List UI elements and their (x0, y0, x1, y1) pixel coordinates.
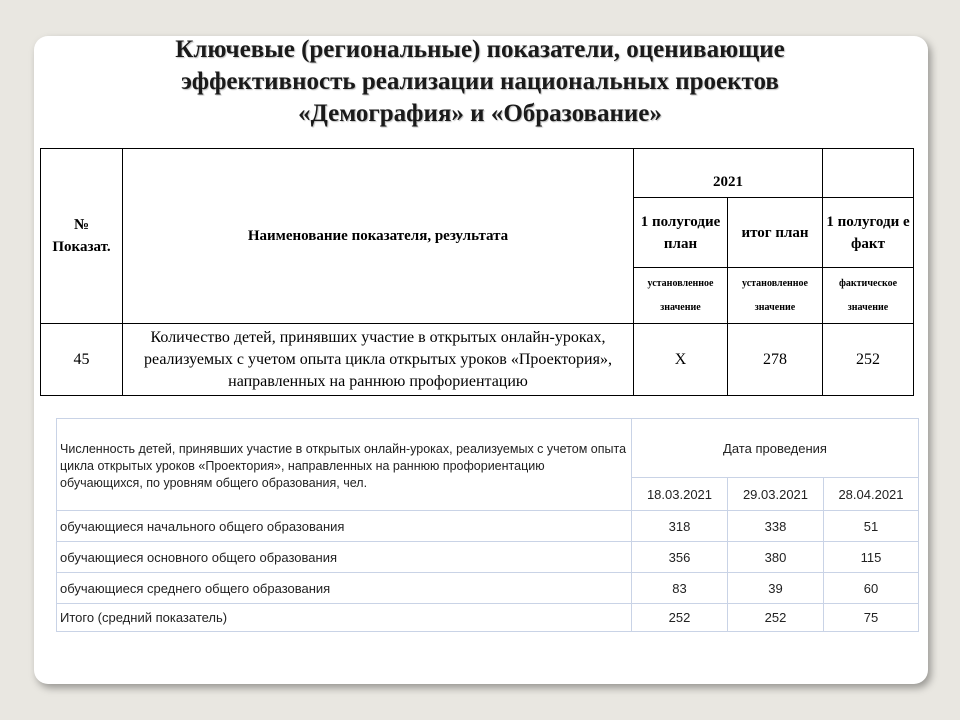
row-indicator-name: Количество детей, принявших участие в открытых онлайн-уроках, реализуемых с учетом опыта цикла открытых уроков «Проектория», направленных на раннюю профориентацию (123, 324, 634, 396)
header-h1-plan: 1 полугодие план (634, 198, 728, 268)
date-col-1: 18.03.2021 (632, 478, 728, 511)
cell-value: 115 (824, 542, 919, 573)
row-label: обучающиеся начального общего образования (57, 511, 632, 542)
header-number: № Показат. (41, 149, 123, 324)
cell-value: 83 (632, 573, 728, 604)
date-col-2: 29.03.2021 (728, 478, 824, 511)
table-row-total (57, 604, 919, 632)
subheader-set-value-1: установленное значение (634, 268, 728, 324)
row-label: обучающиеся основного общего образования (57, 542, 632, 573)
row-value-total-plan: 278 (728, 324, 823, 396)
table-row (57, 511, 919, 542)
page-title (0, 34, 960, 130)
subheader-set-value-2: установленное значение (728, 268, 823, 324)
row-value-h1-plan: Х (634, 324, 728, 396)
cell-value: 75 (824, 604, 919, 632)
header-year-empty (823, 149, 914, 198)
header-year: 2021 (634, 149, 823, 198)
cell-value: 318 (632, 511, 728, 542)
cell-value: 51 (824, 511, 919, 542)
header-total-plan: итог план (728, 198, 823, 268)
row-label: Итого (средний показатель) (57, 604, 632, 632)
indicator-table (40, 148, 914, 396)
title-line-3: «Демография» и «Образование» (298, 100, 662, 127)
cell-value: 338 (728, 511, 824, 542)
cell-value: 356 (632, 542, 728, 573)
cell-value: 252 (632, 604, 728, 632)
participation-table (56, 418, 919, 632)
header-h1-fact: 1 полугоди е факт (823, 198, 914, 268)
cell-value: 39 (728, 573, 824, 604)
date-col-3: 28.04.2021 (824, 478, 919, 511)
row-label: обучающиеся среднего общего образования (57, 573, 632, 604)
header-indicator-name: Наименование показателя, результата (123, 149, 634, 324)
cell-value: 380 (728, 542, 824, 573)
subheader-fact-value: фактическое значение (823, 268, 914, 324)
row-value-h1-fact: 252 (823, 324, 914, 396)
table-row (57, 573, 919, 604)
title-line-2: эффективность реализации национальных проектов (181, 68, 779, 95)
date-header: Дата проведения (632, 419, 919, 478)
cell-value: 60 (824, 573, 919, 604)
title-line-1: Ключевые (региональные) показатели, оценивающие (175, 36, 785, 63)
row-number: 45 (41, 324, 123, 396)
cell-value: 252 (728, 604, 824, 632)
participation-header-text: Численность детей, принявших участие в открытых онлайн-уроках, реализуемых с учетом опыта цикла открытых уроков «Проектория», направленных на раннюю профориентацию обучающихся, по уровням общего образования, чел. (57, 419, 632, 511)
table-row (57, 542, 919, 573)
